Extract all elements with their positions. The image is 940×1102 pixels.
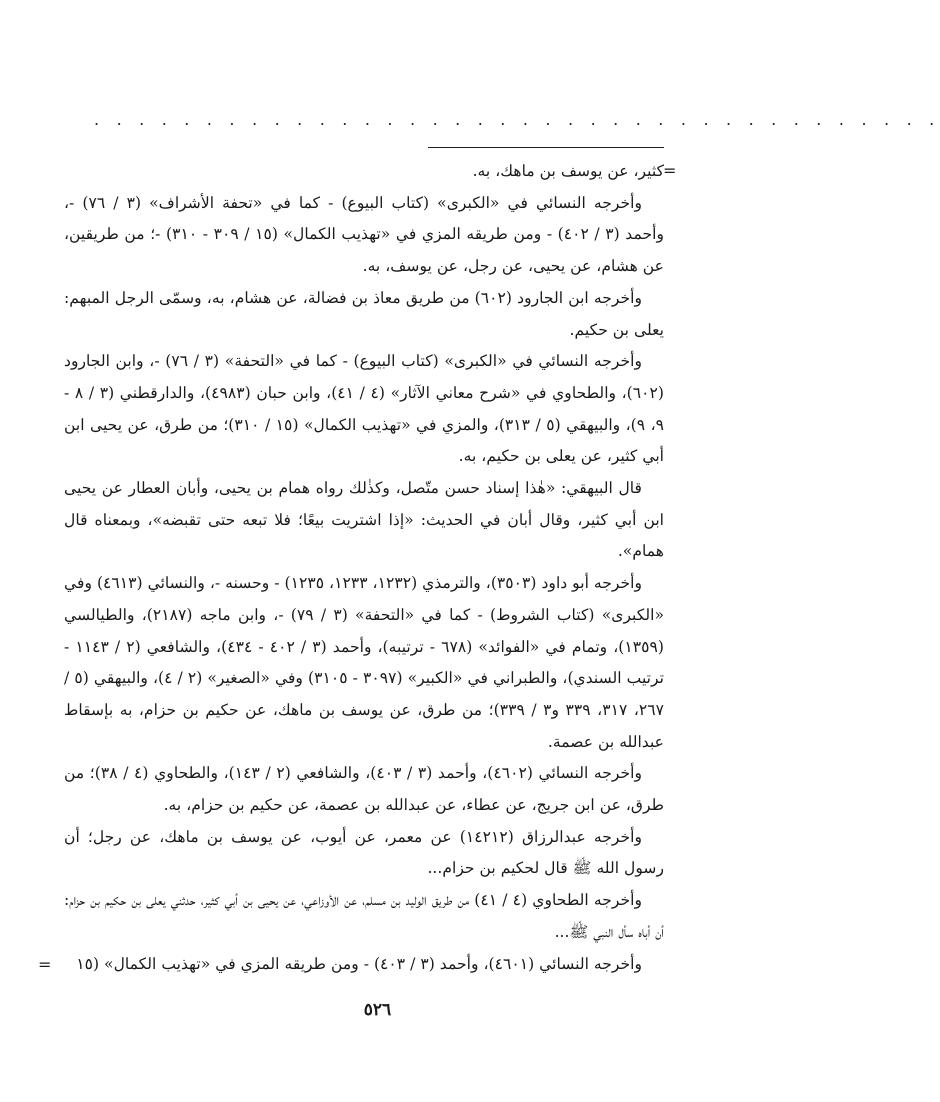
footnote-paragraph: وأخرجه عبدالرزاق (١٤٢١٢) عن معمر، عن أيوب، عن يوسف بن ماهك، عن رجل؛ أن رسول الله ﷺ قال لحكيم بن حزام... [64, 827, 664, 878]
footnote-paragraph: وأخرجه أبو داود (٣٥٠٣)، والترمذي (١٢٣٢، ١٢٣٣، ١٢٣٥) - وحسنه -، والنسائي (٤٦١٣) وفي «الكبرى» (كتاب الشروط) - كما في «التحفة» (٣ / ٧٩) -، وابن ماجه (٢١٨٧)، والطيالسي (١٣٥٩)، وتمام في «الفوائد» (٦٧٨ - ترتيبه)، وأحمد (٣ / ٤٠٢ - ٤٣٤)، والشافعي (٢ / ١١٤٣ - ترتيب السندي)، والطبراني في «الكبير» (٣٠٩٧ - ٣١٠٥) وفي «الصغير» (٢ / ٤)، والبيهقي (٥ / ٢٦٧، ٣١٧، ٣٣٩ و٣ / ٣٣٩)؛ من طرق، عن يوسف بن ماهك، عن حكيم بن حزام، به بإسقاط عبدالله بن عصمة. [64, 574, 664, 751]
continued-from-previous-mark: = [663, 161, 677, 180]
footnote-paragraph: وأخرجه النسائي في «الكبرى» (كتاب البيوع) - كما في «تحفة الأشراف» (٣ / ٧٦) -، وأحمد (٣ / ٤٠٢) - ومن طريقه المزي في «تهذيب الكمال» (١٥ / ٣٠٩ - ٣١٠) -؛ من طريقين، عن هشام، عن يحيى، عن رجل، عن يوسف، به. [64, 193, 664, 276]
footnote-paragraph: كثير، عن يوسف بن ماهك، به. [472, 162, 664, 180]
footnote-text [64, 156, 664, 980]
footnote-rule [428, 147, 664, 148]
continues-on-next-mark: = [38, 955, 52, 974]
footnote-paragraph: وأخرجه النسائي (٤٦٠٢)، وأحمد (٣ / ٤٠٣)، والشافعي (٢ / ١٤٣)، والطحاوي (٤ / ٣٨)؛ من طرق، عن ابن جريج، عن عطاء، عن عبدالله بن عصمة، عن حكيم بن حزام، به. [64, 764, 664, 815]
footnote-paragraph: وأخرجه النسائي (٤٦٠١)، وأحمد (٣ / ٤٠٣) - ومن طريقه المزي في «تهذيب الكمال» (١٥ [76, 954, 642, 973]
ornamental-dot-divider: . . . . . . . . . . . . . . . . . . . . . . . . . . . . . . . . . . . . . . [94, 110, 940, 129]
footnote-paragraph: وأخرجه الطحاوي (٤ / ٤١) من طريق الوليد بن مسلم، عن الأوزاعي، عن يحيى بن أبي كثير، حدثني يعلى بن حكيم بن حزام: أن أباه سأل النبي ﷺ... [64, 891, 664, 941]
page-number: ٥٢٦ [363, 1000, 392, 1020]
footnote-paragraph: وأخرجه ابن الجارود (٦٠٢) من طريق معاذ بن فضالة، عن هشام، به، وسمّى الرجل المبهم: يعلى بن حكيم. [64, 288, 664, 339]
footnote-paragraph: قال البيهقي: «هٰذا إسناد حسن متّصل، وكذٰلك رواه همام بن يحيى، وأبان العطار عن يحيى ابن أبي كثير، وقال أبان في الحديث: «إذا اشتريت بيعًا؛ فلا تبعه حتى تقبضه»، وبمعناه قال همام». [64, 479, 664, 561]
footnote-paragraph: وأخرجه النسائي في «الكبرى» (كتاب البيوع) - كما في «التحفة» (٣ / ٧٦) -، وابن الجارود (٦٠٢)، والطحاوي في «شرح معاني الآثار» (٤ / ٤١)، وابن حبان (٤٩٨٣)، والدارقطني (٣ / ٨ - ٩، ٩)، والبيهقي (٥ / ٣١٣)، والمزي في «تهذيب الكمال» (١٥ / ٣١٠)؛ من طرق، عن يحيى ابن أبي كثير، عن يعلى بن حكيم، به. [64, 352, 665, 466]
